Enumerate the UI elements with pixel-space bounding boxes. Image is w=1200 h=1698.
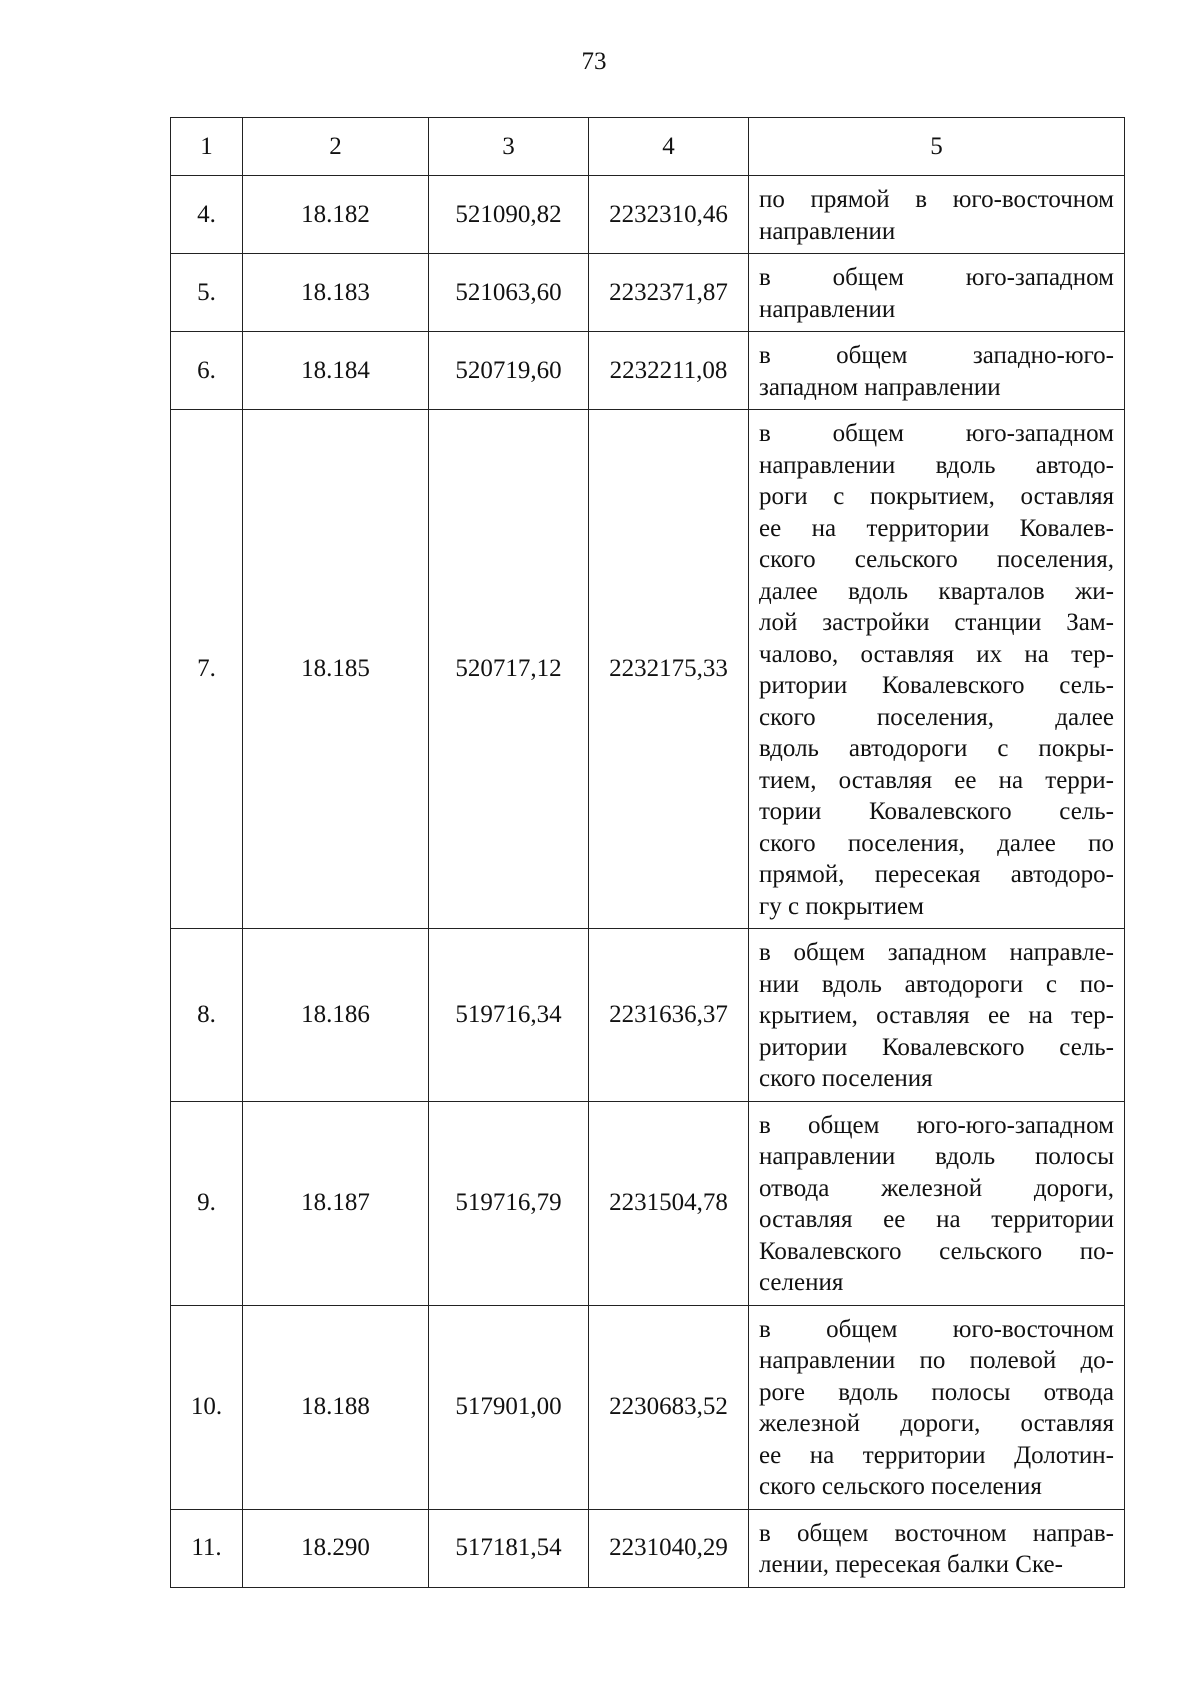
description-line: ритории Ковалевского сель- [759,672,1114,699]
description-line: далее вдоль кварталов жи- [759,577,1114,605]
cell-n: 6. [171,332,243,410]
description-line: отвода железной дороги, [759,1174,1114,1202]
cell-y: 2230683,52 [589,1305,749,1509]
description-line: направлении [759,217,896,245]
description-line: роге вдоль полосы отвода [759,1378,1114,1406]
cell-y: 2232310,46 [589,176,749,254]
description-line: железной дороги, оставляя [759,1410,1114,1437]
description-line: крытием, оставляя ее на тер- [759,1002,1114,1029]
description-line: оставляя ее на территории [759,1206,1114,1233]
cell-point: 18.188 [243,1305,429,1509]
cell-y: 2231040,29 [589,1509,749,1587]
cell-x: 520717,12 [429,410,589,929]
cell-description [749,1305,1125,1509]
description-line: направлении вдоль автодо- [759,451,1114,479]
cell-point: 18.183 [243,254,429,332]
cell-x: 521063,60 [429,254,589,332]
table-row [171,929,1125,1102]
cell-description [749,1101,1125,1305]
description-line: в общем восточном направ- [759,1519,1114,1547]
cell-x: 517901,00 [429,1305,589,1509]
description-line: прямой, пересекая автодоро- [759,861,1114,888]
table-header-row [171,118,1125,176]
description-line: ее на территории Долотин- [759,1441,1114,1469]
cell-point: 18.290 [243,1509,429,1587]
description-line: в общем юго-восточном [759,1315,1114,1343]
description-line: ритории Ковалевского сель- [759,1033,1114,1061]
description-line: тории Ковалевского сель- [759,798,1114,825]
header-cell: 5 [749,118,1125,176]
description-line: ского поселения [759,1065,933,1092]
header-cell: 1 [171,118,243,176]
description-line: лой застройки станции Зам- [759,609,1114,636]
description-line: в общем юго-юго-западном [759,1111,1114,1139]
table-row [171,1305,1125,1509]
cell-x: 521090,82 [429,176,589,254]
description-line: в общем юго-западном [759,264,1114,291]
cell-n: 5. [171,254,243,332]
description-line: вдоль автодороги с покры- [759,735,1114,762]
cell-n: 10. [171,1305,243,1509]
table-row [171,176,1125,254]
cell-n: 4. [171,176,243,254]
cell-point: 18.185 [243,410,429,929]
description-line: в общем западно-юго- [759,342,1114,369]
cell-description [749,410,1125,929]
cell-x: 519716,34 [429,929,589,1102]
cell-n: 11. [171,1509,243,1587]
cell-y: 2232371,87 [589,254,749,332]
cell-description [749,332,1125,410]
cell-point: 18.184 [243,332,429,410]
boundary-points-table [170,117,1125,1588]
cell-x: 519716,79 [429,1101,589,1305]
cell-y: 2232175,33 [589,410,749,929]
header-cell: 4 [589,118,749,176]
cell-x: 517181,54 [429,1509,589,1587]
table-row [171,1101,1125,1305]
cell-n: 8. [171,929,243,1102]
cell-description [749,929,1125,1102]
description-line: тием, оставляя ее на терри- [759,766,1114,794]
cell-n: 7. [171,410,243,929]
description-line: лении, пересекая балки Ске- [759,1551,1063,1578]
description-line: нии вдоль автодороги с по- [759,970,1114,998]
description-line: западном направлении [759,373,1001,401]
table-row [171,254,1125,332]
description-line: роги с покрытием, оставляя [759,483,1114,510]
description-line: ского сельского поселения [759,1473,1042,1500]
cell-y: 2231504,78 [589,1101,749,1305]
page-number: 73 [581,48,607,75]
cell-point: 18.186 [243,929,429,1102]
description-line: гу с покрытием [759,892,924,920]
description-line: Ковалевского сельского по- [759,1237,1114,1265]
table-row [171,332,1125,410]
header-cell: 3 [429,118,589,176]
table-row [171,410,1125,929]
cell-point: 18.182 [243,176,429,254]
cell-description [749,1509,1125,1587]
description-line: в общем западном направле- [759,939,1114,966]
description-line: селения [759,1269,844,1296]
description-line: направлении по полевой до- [759,1347,1114,1374]
description-line: ее на территории Ковалев- [759,514,1114,542]
cell-y: 2231636,37 [589,929,749,1102]
cell-y: 2232211,08 [589,332,749,410]
description-line: в общем юго-западном [759,420,1114,447]
description-line: ского поселения, далее по [759,829,1114,857]
header-cell: 2 [243,118,429,176]
description-line: ского сельского поселения, [759,546,1114,573]
description-line: направлении вдоль полосы [759,1143,1114,1170]
cell-n: 9. [171,1101,243,1305]
description-line: направлении [759,295,896,323]
cell-x: 520719,60 [429,332,589,410]
description-line: ского поселения, далее [759,703,1114,731]
cell-description [749,176,1125,254]
table-row [171,1509,1125,1587]
description-line: чалово, оставляя их на тер- [759,640,1114,668]
cell-description [749,254,1125,332]
description-line: по прямой в юго-восточном [759,186,1114,213]
cell-point: 18.187 [243,1101,429,1305]
